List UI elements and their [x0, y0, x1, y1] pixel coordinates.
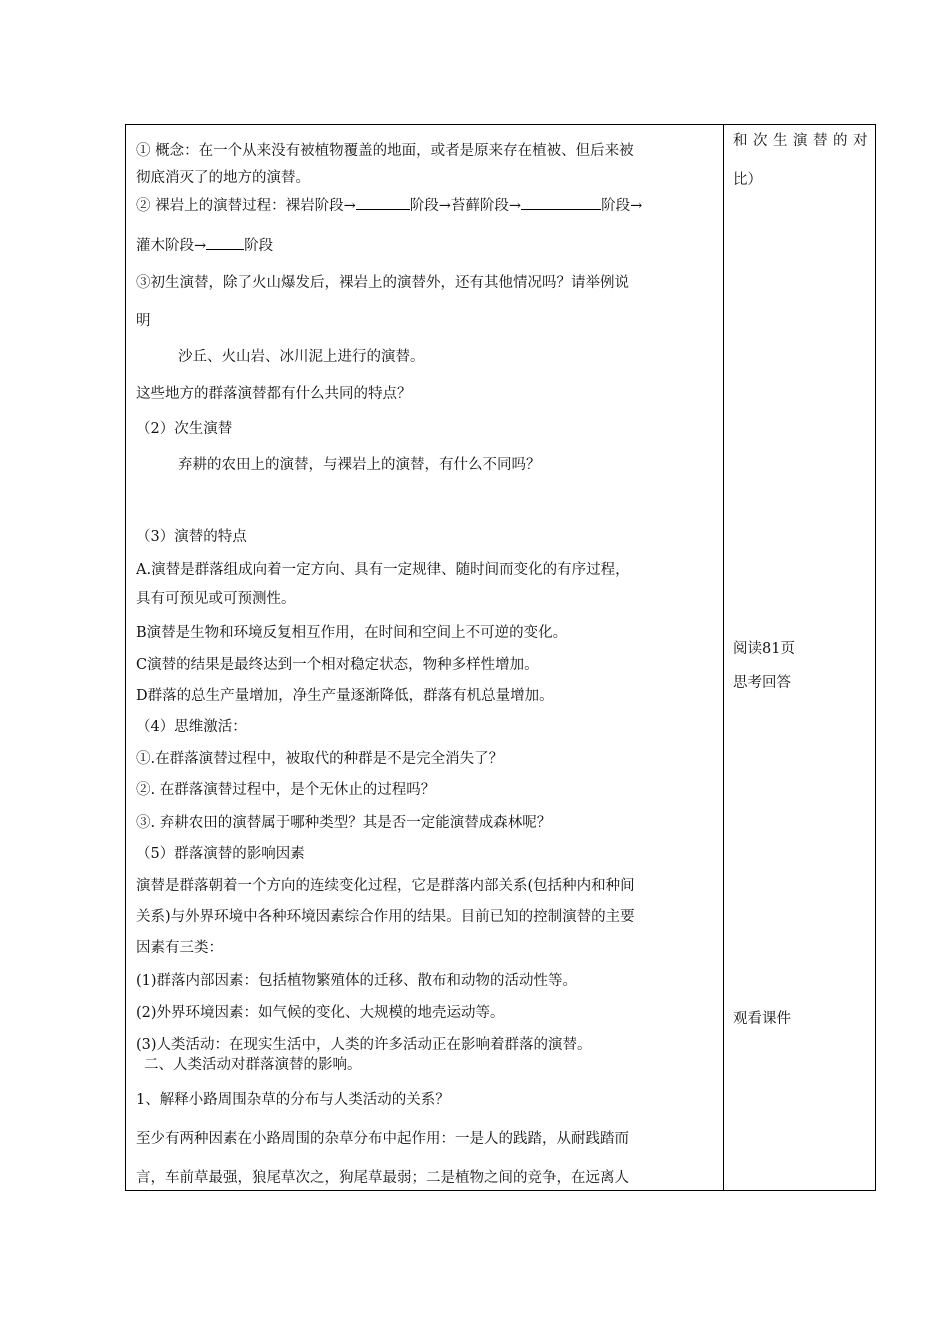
process-text-b: 阶段→苔藓阶段→ — [409, 198, 522, 214]
side-note-courseware: 观看课件 — [733, 1011, 791, 1027]
secondary-question: 弃耕的农田上的演替，与裸岩上的演替，有什么不同吗？ — [178, 457, 541, 473]
process-text-c: 阶段→ — [601, 198, 643, 214]
section-thinking: （4）思维激活： — [136, 719, 247, 735]
section-human-influence: 二、人类活动对群落演替的影响。 — [144, 1057, 362, 1073]
factor-external: (2)外界环境因素：如气候的变化、大规模的地壳运动等。 — [136, 1005, 505, 1021]
factor-human: (3)人类活动：在现实生活中，人类的许多活动正在影响着群落的演替。 — [136, 1037, 592, 1053]
weed-answer-line-1: 至少有两种因素在小路周围的杂草分布中起作用：一是人的践踏，从耐践踏而 — [136, 1131, 629, 1147]
feature-d: D群落的总生产量增加，净生产量逐渐降低，群落有机总量增加。 — [136, 688, 554, 704]
thinking-q3: ③. 弃耕农田的演替属于哪种类型？其是否一定能演替成森林呢？ — [136, 815, 552, 831]
thinking-q2: ②. 在群落演替过程中，是个无休止的过程吗？ — [136, 782, 436, 798]
bare-rock-process-line — [136, 195, 642, 216]
side-note-read: 阅读81页 — [733, 641, 795, 657]
feature-c: C演替的结果是最终达到一个相对稳定状态，物种多样性增加。 — [136, 657, 539, 673]
thinking-q1: ①.在群落演替过程中，被取代的种群是不是完全消失了？ — [136, 751, 504, 767]
fill-blank-1[interactable] — [356, 195, 410, 210]
examples-answer: 沙丘、火山岩、冰川泥上进行的演替。 — [178, 349, 425, 365]
side-note-think: 思考回答 — [733, 675, 791, 691]
weed-question: 1、解释小路周围杂草的分布与人类活动的关系？ — [136, 1092, 450, 1108]
concept-line-2: 彻底消灭了的地方的演替。 — [136, 170, 310, 186]
section-influence-factors: （5）群落演替的影响因素 — [136, 846, 305, 862]
section-succession-features: （3）演替的特点 — [136, 529, 247, 545]
concept-line-1: ① 概念：在一个从来没有被植物覆盖的地面，或者是原来存在植被、但后来被 — [136, 143, 634, 159]
primary-question-line-2: 明 — [136, 313, 151, 329]
side-note-compare-end: 比） — [733, 172, 762, 188]
process-text-a: ② 裸岩上的演替过程：裸岩阶段→ — [136, 198, 356, 214]
side-notes-cell — [724, 125, 875, 1190]
main-content-cell — [126, 125, 723, 1190]
fill-blank-3[interactable] — [206, 235, 244, 250]
lesson-table — [125, 124, 876, 1191]
section-secondary-succession: （2）次生演替 — [136, 421, 233, 437]
primary-question-line-1: ③初生演替，除了火山爆发后，裸岩上的演替外，还有其他情况吗？请举例说 — [136, 275, 629, 291]
bare-rock-process-line-2 — [136, 235, 273, 256]
feature-b: B演替是生物和环境反复相互作用，在时间和空间上不可逆的变化。 — [136, 625, 568, 641]
feature-a-line-2: 具有可预见或可预测性。 — [136, 591, 296, 607]
fill-blank-2[interactable] — [521, 195, 601, 210]
process-text-e: 阶段 — [244, 238, 274, 254]
factor-internal: (1)群落内部因素：包括植物繁殖体的迁移、散布和动物的活动性等。 — [136, 973, 578, 989]
common-feature-question: 这些地方的群落演替都有什么共同的特点？ — [136, 386, 412, 402]
side-note-compare: 和次生演替的对 — [733, 133, 873, 149]
process-text-d: 灌木阶段→ — [136, 238, 207, 254]
influence-text-line-1: 演替是群落朝着一个方向的连续变化过程，它是群落内部关系(包括种内和种间 — [136, 878, 635, 894]
influence-text-line-3: 因素有三类： — [136, 940, 223, 956]
weed-answer-line-2: 言，车前草最强，狼尾草次之，狗尾草最弱；二是植物之间的竞争，在远离人 — [136, 1170, 629, 1186]
influence-text-line-2: 关系)与外界环境中各种环境因素综合作用的结果。目前已知的控制演替的主要 — [136, 909, 635, 925]
feature-a-line-1: A.演替是群落组成向着一定方向、具有一定规律、随时间而变化的有序过程， — [136, 562, 630, 578]
